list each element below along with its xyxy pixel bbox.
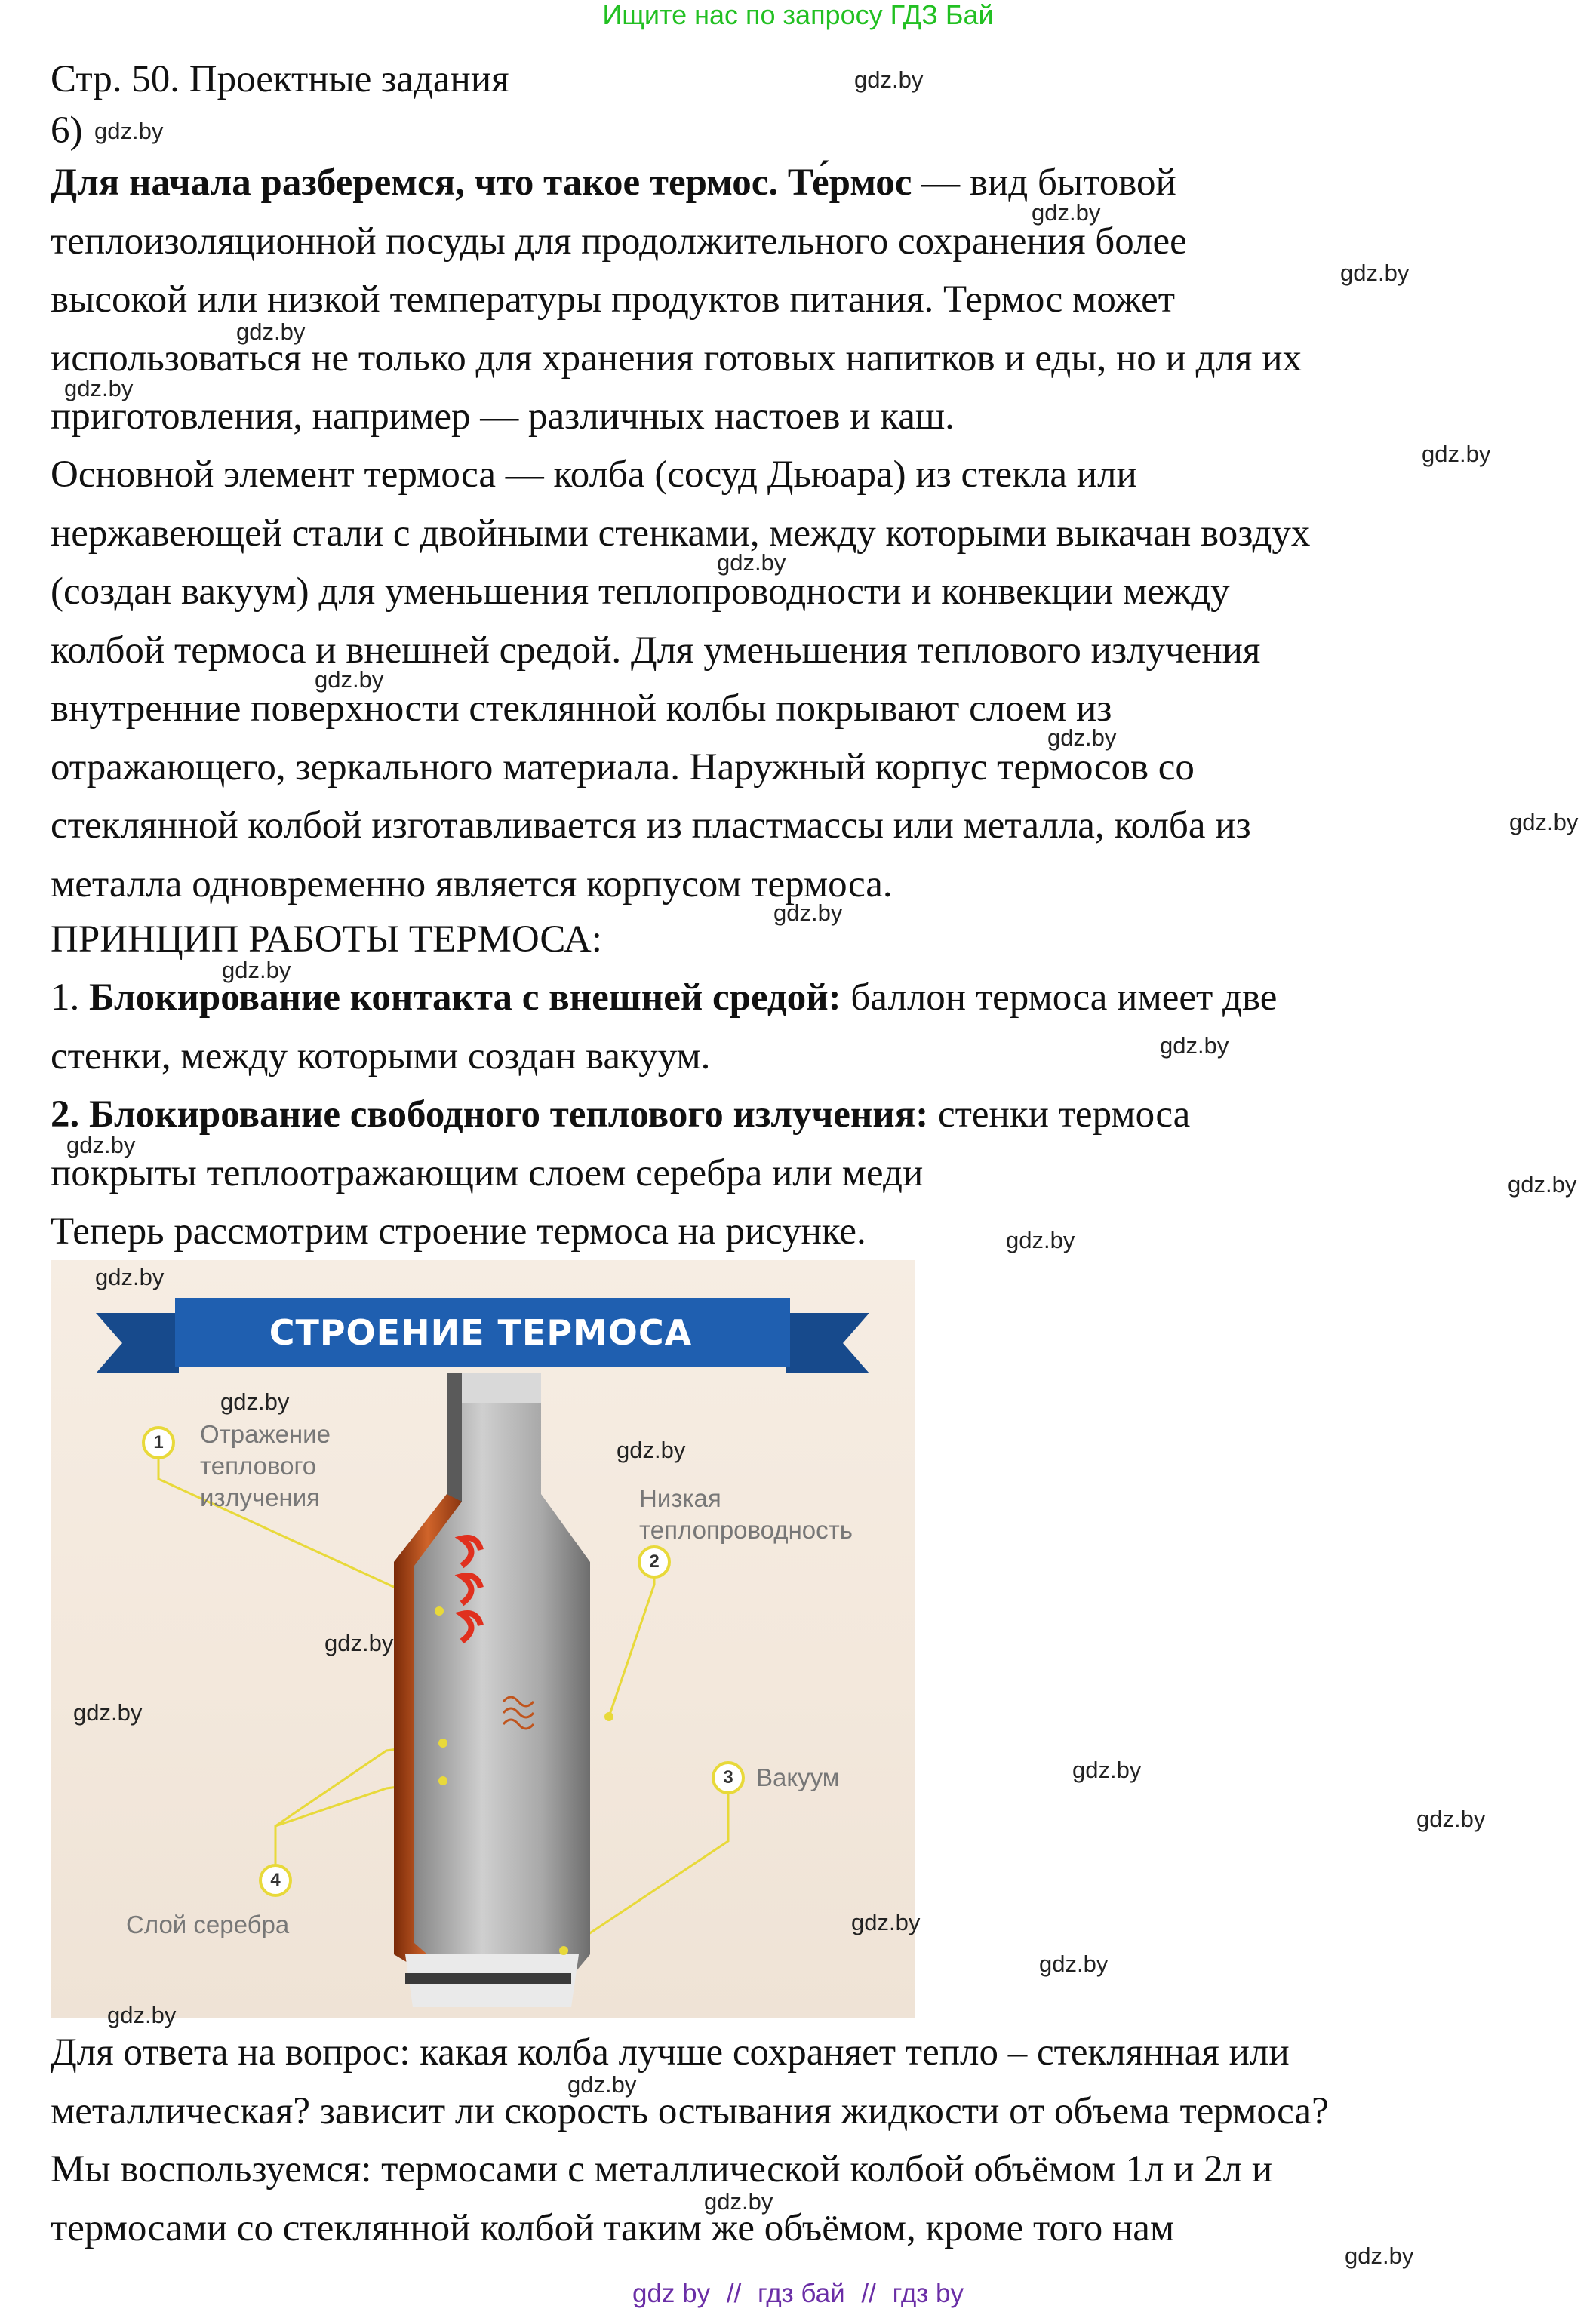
paragraph3-line2: металлическая? зависит ли скорость остывания жидкости от объема термоса? (51, 2090, 1329, 2132)
principle2-bold: 2. Блокирование свободного теплового излучения: (51, 1093, 929, 1136)
footer-link-gdz-by-ru[interactable]: гдз by (892, 2279, 964, 2308)
watermark: gdz.by (1006, 1227, 1075, 1253)
paragraph2-line8: металла одновременно является корпусом термоса. (51, 863, 893, 905)
paragraph2-line1: Основной элемент термоса — колба (сосуд Дьюара) из стекла или (51, 453, 1137, 496)
callout-dot-3 (559, 1946, 568, 1955)
watermark: gdz.by (220, 1388, 290, 1415)
footer-separator: // (861, 2279, 876, 2308)
callout-dot-2 (604, 1712, 613, 1721)
watermark: gdz.by (315, 666, 384, 693)
callout-label-4: Слой серебра (126, 1911, 290, 1938)
callout-label-1-line3: излучения (200, 1483, 321, 1511)
watermark: gdz.by (1416, 1806, 1486, 1832)
paragraph1-line1-rest: — вид бытовой (912, 161, 1176, 204)
paragraph1-line2: теплоизоляционной посуды для продолжительного сохранения более (51, 220, 1187, 263)
footer-link-gdz-by[interactable]: gdz by (632, 2279, 711, 2308)
footer-separator: // (726, 2279, 742, 2308)
callout-number-4: 4 (259, 1864, 292, 1897)
watermark: gdz.by (95, 1264, 165, 1290)
paragraph1-line1 (51, 160, 1176, 205)
banner-tail-right (786, 1313, 869, 1373)
thermos-bottom-ring (405, 1973, 571, 1984)
watermark: gdz.by (324, 1630, 394, 1656)
watermark: gdz.by (236, 318, 306, 345)
callout-label-2 (639, 1483, 853, 1546)
figure-intro: Теперь рассмотрим строение термоса на рисунке. (51, 1210, 866, 1253)
paragraph2-line5: внутренние поверхности стеклянной колбы покрывают слоем из (51, 687, 1112, 730)
watermark: gdz.by (64, 375, 134, 401)
principle1-rest: баллон термоса имеет две (841, 976, 1278, 1019)
watermark: gdz.by (1032, 199, 1101, 226)
callout-label-3: Вакуум (756, 1763, 840, 1791)
paragraph1-lead: Для начала разберемся, что такое термос. Те́рмос (51, 161, 912, 204)
callout-line-2 (609, 1562, 654, 1717)
principle1-line2: стенки, между которыми создан вакуум. (51, 1035, 711, 1078)
watermark: gdz.by (704, 2188, 773, 2215)
principle-heading: ПРИНЦИП РАБОТЫ ТЕРМОСА: (51, 918, 602, 961)
principle2-line2: покрыты теплоотражающим слоем серебра или меди (51, 1152, 924, 1194)
paragraph2-line3: (создан вакуум) для уменьшения теплопроводности и конвекции между (51, 570, 1230, 613)
paragraph1-line3: высокой или низкой температуры продуктов питания. Термос может (51, 278, 1176, 321)
callout-label-1-line1: Отражение (200, 1420, 331, 1448)
callout-dot-1 (435, 1606, 444, 1616)
watermark: gdz.by (717, 549, 786, 576)
watermark: gdz.by (1047, 724, 1117, 751)
thermos-neck-shade (447, 1373, 462, 1502)
paragraph3-line1: Для ответа на вопрос: какая колба лучше сохраняет тепло – стеклянная или (51, 2031, 1290, 2074)
callout-number-1: 1 (142, 1426, 175, 1459)
principle1-num: 1. (51, 976, 89, 1019)
watermark: gdz.by (1160, 1032, 1229, 1059)
callout-label-2-line2: теплопроводность (639, 1516, 853, 1544)
paragraph2-line4: колбой термоса и внешней средой. Для уменьшения теплового излучения (51, 629, 1261, 672)
watermark: gdz.by (567, 2071, 637, 2098)
watermark: gdz.by (851, 1909, 921, 1935)
callout-number-3: 3 (712, 1761, 745, 1794)
item-number: 6) (51, 109, 83, 152)
paragraph2-line2: нержавеющей стали с двойными стенками, между которыми выкачан воздух (51, 512, 1311, 555)
banner-tail-left (96, 1313, 179, 1373)
watermark: gdz.by (1345, 2243, 1414, 2269)
principle2-rest: стенки термоса (928, 1093, 1191, 1136)
thermos-illustration (51, 1260, 915, 2018)
callout-label-1 (200, 1419, 331, 1514)
callout-number-2: 2 (638, 1545, 671, 1579)
footer-links (0, 2279, 1596, 2309)
watermark: gdz.by (1508, 1171, 1577, 1198)
callout-dot-4a (438, 1739, 447, 1748)
callout-dot-4b (438, 1776, 447, 1785)
watermark: gdz.by (1509, 809, 1579, 835)
paragraph1-line5: приготовления, например — различных настоев и каш. (51, 395, 955, 438)
callout-label-2-line1: Низкая (639, 1484, 721, 1512)
footer-link-gdz-bai[interactable]: гдз бай (758, 2279, 845, 2308)
paragraph1-line4: использоваться не только для хранения готовых напитков и еды, но и для их (51, 337, 1302, 380)
thermos-body (394, 1388, 590, 1977)
watermark: gdz.by (73, 1699, 143, 1726)
watermark: gdz.by (1039, 1951, 1109, 1977)
paragraph2-line7: стеклянной колбой изготавливается из пластмассы или металла, колба из (51, 804, 1251, 847)
watermark: gdz.by (1422, 441, 1491, 467)
watermark: gdz.by (854, 66, 924, 93)
page-title: Стр. 50. Проектные задания (51, 58, 509, 100)
header-search-hint[interactable]: Ищите нас по запросу ГДЗ Бай (602, 0, 994, 30)
watermark: gdz.by (66, 1132, 136, 1158)
paragraph3-line3: Мы воспользуемся: термосами с металлической колбой объёмом 1л и 2л и (51, 2148, 1273, 2191)
watermark: gdz.by (1072, 1757, 1142, 1783)
watermark: gdz.by (617, 1437, 686, 1463)
callout-label-1-line2: теплового (200, 1452, 317, 1480)
figure-banner-title: СТРОЕНИЕ ТЕРМОСА (269, 1312, 693, 1353)
paragraph2-line6: отражающего, зеркального материала. Наружный корпус термосов со (51, 746, 1195, 789)
principle2-line1 (51, 1092, 1190, 1137)
thermos-structure-figure (51, 1260, 915, 2018)
watermark: gdz.by (773, 899, 843, 926)
watermark: gdz.by (222, 957, 291, 983)
paragraph3-line4: термосами со стеклянной колбой таким же объёмом, кроме того нам (51, 2207, 1175, 2249)
watermark: gdz.by (1340, 260, 1410, 286)
watermark: gdz.by (107, 2002, 177, 2028)
principle1-bold: Блокирование контакта с внешней средой: (89, 976, 841, 1019)
watermark: gdz.by (94, 118, 164, 144)
